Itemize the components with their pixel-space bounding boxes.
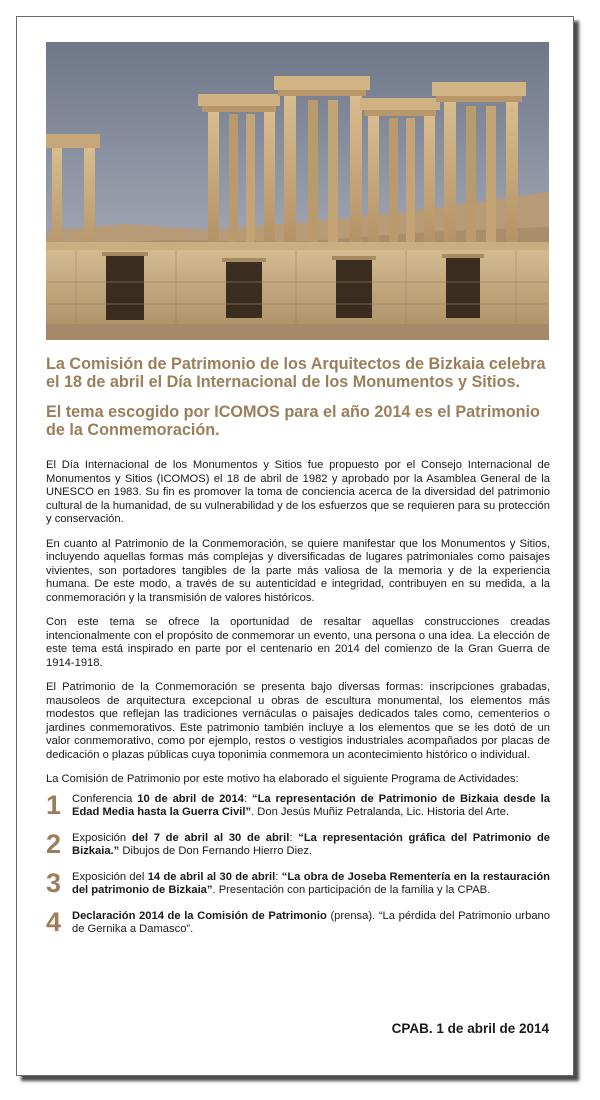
paragraph-4: El Patrimonio de la Conmemoración se presenta bajo diversas formas: inscripciones grabadas, mausoleos de arquitectura excepcional u obras de escultura monumental, los elementos más modestos que reflejan las tradiciones vernáculas o paisajes dedicados tales como, cementerios o jardines conmemorativos. Este patrimonio también incluye a los elementos que se les dotó de un valor conmemorativo, como por ejemplo, restos o vestigios industriales acompañados por placas de dedicación o plazas públicas cuya toponimia conmemora un acontecimiento histórico o individual. xyxy=(46,681,550,761)
document-page xyxy=(16,16,574,1076)
activity-number: 3 xyxy=(46,867,62,898)
headline-1: La Comisión de Patrimonio de los Arquitectos de Bizkaia celebra el 18 de abril el Día Internacional de los Monumentos y Sitios. xyxy=(46,355,546,391)
ruins-illustration xyxy=(46,42,549,340)
activity-item xyxy=(46,867,551,898)
activity-text xyxy=(72,792,550,820)
activity-text xyxy=(72,870,550,898)
activity-bold-text: Declaración 2014 de la Comisión de Patrimonio xyxy=(72,909,327,922)
program-intro: La Comisión de Patrimonio por este motivo ha elaborado el siguiente Programa de Actividades: xyxy=(46,773,519,785)
activity-list xyxy=(46,789,551,937)
activity-item xyxy=(46,828,551,859)
body-text xyxy=(46,459,550,762)
activity-plain-text: . Presentación con participación de la familia y la CPAB. xyxy=(212,884,491,896)
activity-plain-text: (prensa). “La pérdida del Patrimonio urbano de Gernika a Damasco”. xyxy=(72,909,550,935)
paragraph-2: En cuanto al Patrimonio de la Conmemoración, se quiere manifestar que los Monumentos y Sitios, incluyendo aquellas formas más complejas y diversificadas de lugares patrimoniales como paisajes vivientes, son portadores tangibles de la parte más valiosa de la memoria y de la experiencia humana. De este modo, a través de su autenticidad e integridad, contribuyen en su medida, a la conmemoración y la transmisión de valores históricos. xyxy=(46,537,550,604)
activity-plain-text: . Don Jesús Muñiz Petralanda, Lic. Historia del Arte. xyxy=(251,806,510,818)
activity-plain-text: Exposición del xyxy=(72,870,148,883)
activity-bold-text: “La obra de Joseba Rementería en la restauración del patrimonio de Bizkaia” xyxy=(72,870,551,896)
activity-bold-text: “La representación gráfica del Patrimonio de Bizkaia.” xyxy=(72,831,551,857)
activity-number: 2 xyxy=(46,828,62,859)
activity-text xyxy=(72,831,550,859)
main-content xyxy=(46,355,550,948)
paragraph-1: El Día Internacional de los Monumentos y Sitios fue propuesto por el Consejo Internacional de Monumentos y Sitios (ICOMOS) el 18 de abril de 1982 y aprobado por la Asamblea General de la UNESCO en 1983. Su fin es promover la toma de conciencia acerca de la diversidad del patrimonio cultural de la humanidad, de su vulnerabilidad y de los esfuerzos que se requieren para su protección y conservación. xyxy=(46,459,550,525)
activity-item xyxy=(46,906,550,937)
activity-plain-text: : xyxy=(275,870,282,883)
activity-item xyxy=(46,789,551,820)
activity-bold-text: “La representación de Patrimonio de Bizkaia desde la Edad Media hasta la Guerra Civil” xyxy=(72,792,551,818)
activity-bold-text: del 7 de abril al 30 de abril xyxy=(131,831,290,844)
paragraph-3: Con este tema se ofrece la oportunidad de resaltar aquellas construcciones creadas intencionalmente con el propósito de conmemorar un evento, una persona o una idea. La elección de este tema está inspirado en parte por el centenario en 2014 del comienzo de la Gran Guerra de 1914-1918. xyxy=(46,616,550,669)
activity-number: 4 xyxy=(46,906,62,937)
activity-text xyxy=(72,909,550,937)
activity-bold-text: 14 de abril al 30 de abril xyxy=(147,870,276,883)
activity-plain-text: : xyxy=(243,792,252,805)
activity-plain-text: : xyxy=(289,831,299,844)
signature: CPAB. 1 de abril de 2014 xyxy=(391,1021,549,1036)
headline-2: El tema escogido por ICOMOS para el año 2014 es el Patrimonio de la Conmemoración. xyxy=(46,403,540,439)
activity-bold-text: 10 de abril de 2014 xyxy=(137,792,244,805)
ruins-photo xyxy=(46,42,549,340)
activity-plain-text: Exposición xyxy=(72,831,132,844)
activity-number: 1 xyxy=(46,789,62,820)
activity-plain-text: Dibujos de Don Fernando Hierro Diez. xyxy=(119,845,313,857)
activity-plain-text: Conferencia xyxy=(72,792,138,805)
